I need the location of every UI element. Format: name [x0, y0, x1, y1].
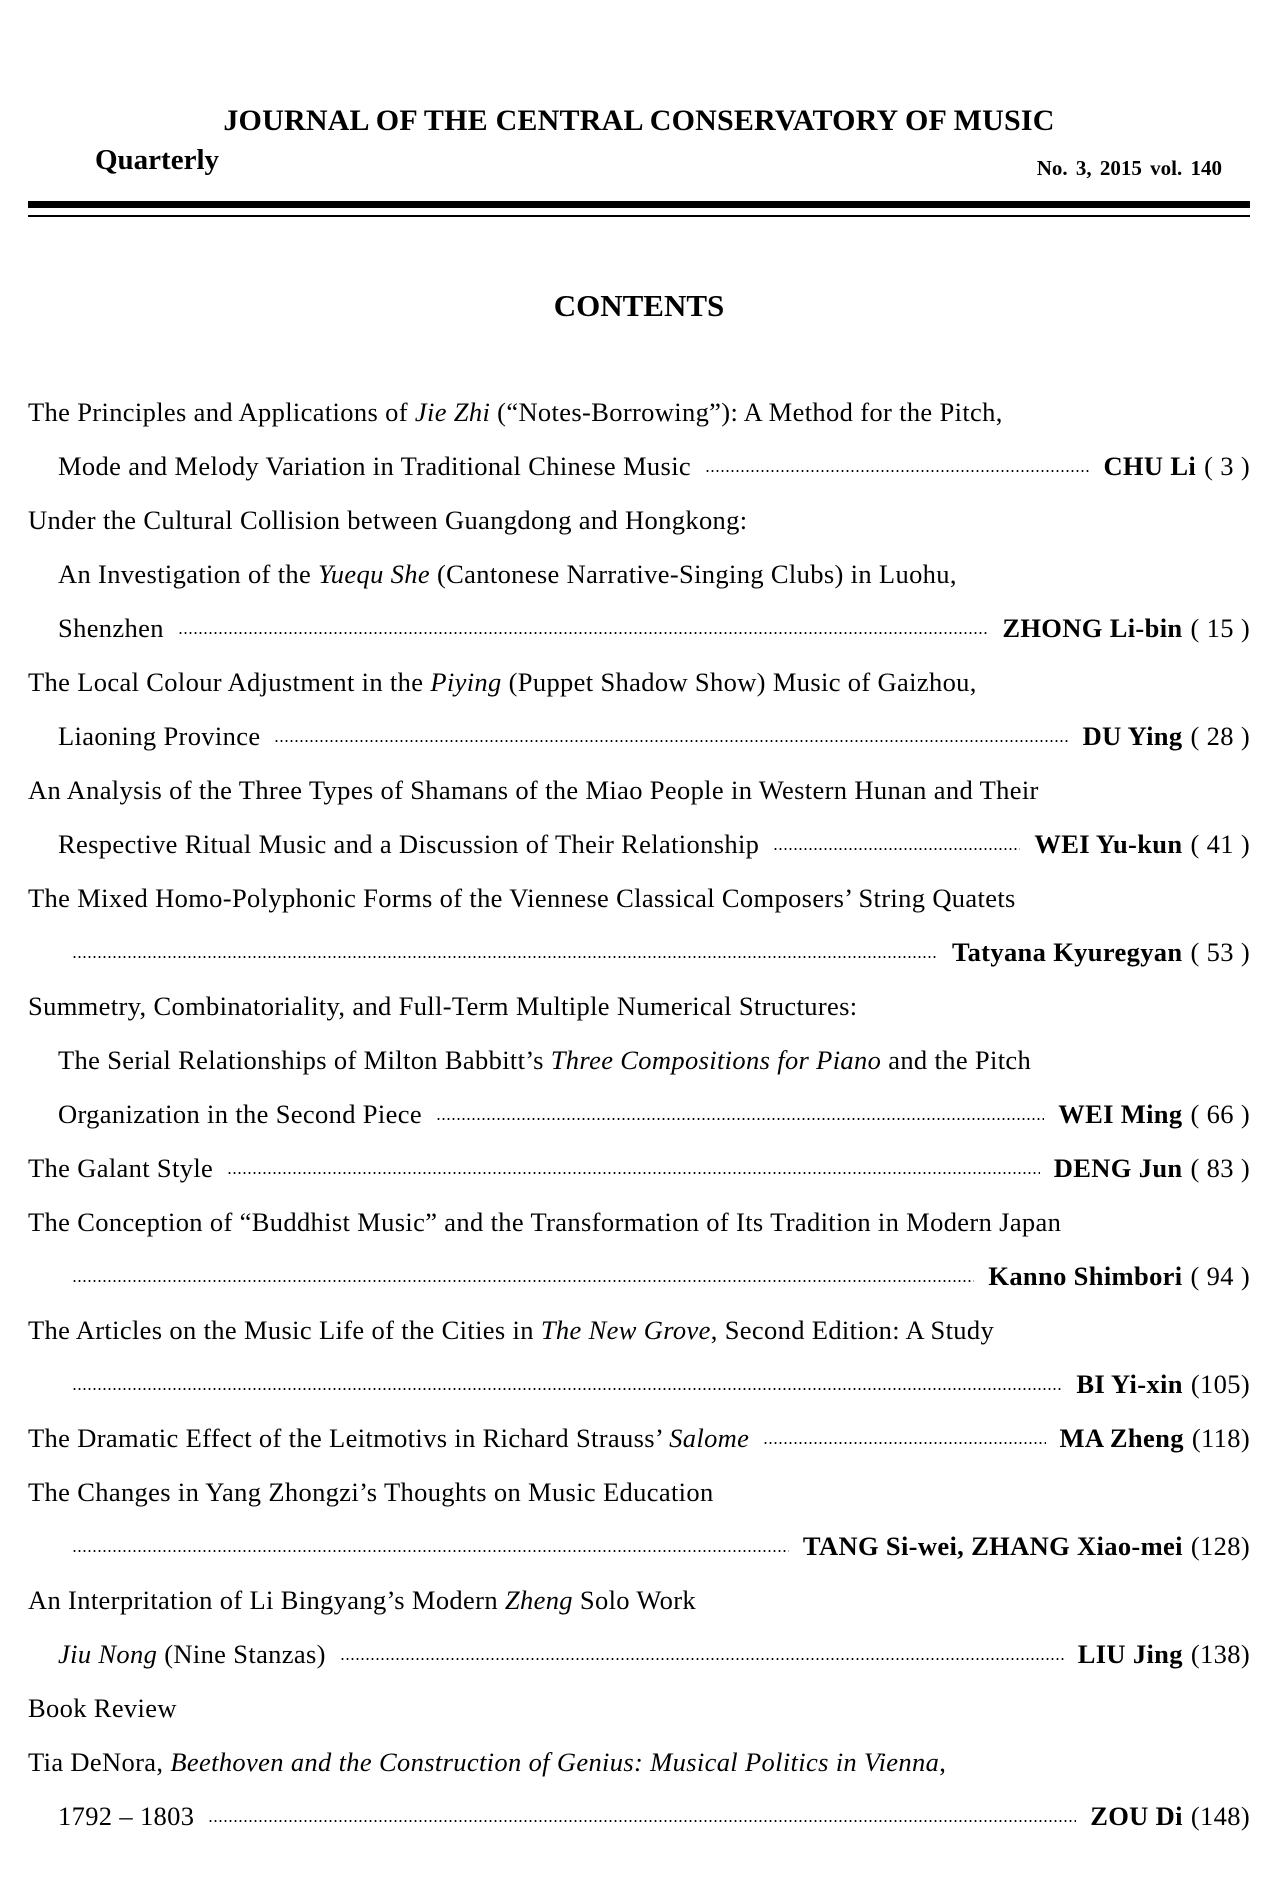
entry-author: DU Ying	[1082, 720, 1183, 751]
toc-entry-line	[58, 608, 1250, 648]
toc-entry-line	[58, 1094, 1250, 1134]
entry-title	[58, 613, 164, 644]
toc-title-line	[28, 392, 1250, 432]
entry-page-number: (138)	[1190, 1638, 1250, 1669]
journal-title: JOURNAL OF THE CENTRAL CONSERVATORY OF MUSIC	[223, 104, 1055, 137]
italic-title-segment: The New Grove	[540, 1314, 711, 1345]
toc-title-line	[28, 986, 1250, 1026]
entry-title	[28, 505, 747, 536]
entry-page-number: ( 3 )	[1204, 450, 1250, 481]
entry-author: LIU Jing	[1077, 1638, 1183, 1669]
toc-title-line	[28, 1202, 1250, 1242]
title-segment: Tia DeNora,	[28, 1746, 171, 1777]
title-segment: Solo Work	[572, 1584, 696, 1615]
toc-title-line	[58, 554, 1250, 594]
toc-title-line	[28, 1688, 1250, 1728]
toc-entry-line	[58, 446, 1250, 486]
dot-leader	[227, 1172, 1040, 1174]
toc-title-line	[28, 878, 1250, 918]
entry-page-number: ( 66 )	[1190, 1098, 1250, 1129]
entry-title	[28, 1477, 714, 1508]
title-segment: , Second Edition: A Study	[710, 1314, 995, 1345]
toc-title-line	[28, 1742, 1250, 1782]
entry-page-number: ( 83 )	[1190, 1152, 1250, 1183]
header-rule-thick	[28, 201, 1250, 208]
entry-title	[58, 829, 759, 860]
entry-author: TANG Si-wei, ZHANG Xiao-mei	[802, 1530, 1183, 1561]
italic-title-segment: Yuequ She	[318, 558, 430, 589]
toc-entry-line	[58, 932, 1250, 972]
dot-leader	[72, 1388, 1062, 1390]
toc-title-line	[28, 662, 1250, 702]
dot-leader	[178, 632, 988, 634]
dot-leader	[436, 1118, 1044, 1120]
contents-heading: CONTENTS	[553, 288, 725, 323]
entry-title	[28, 1747, 946, 1778]
entry-title	[28, 775, 1039, 806]
entry-title	[58, 1801, 194, 1832]
entry-page-number: ( 94 )	[1190, 1260, 1250, 1291]
title-segment: The Changes in Yang Zhongzi’s Thoughts on Music Education	[28, 1476, 714, 1507]
title-segment: The Mixed Homo-Polyphonic Forms of the Viennese Classical Composers’ String Quatets	[28, 882, 1016, 913]
toc-entry-line	[58, 1364, 1250, 1404]
toc-entry-line	[28, 1148, 1250, 1188]
dot-leader	[274, 740, 1068, 742]
title-segment: Mode and Melody Variation in Traditional Chinese Music	[58, 450, 692, 481]
toc-entry-line	[58, 1256, 1250, 1296]
dot-leader	[72, 1550, 789, 1552]
title-segment: (Nine Stanzas)	[157, 1638, 326, 1669]
entry-author: MA Zheng	[1059, 1422, 1184, 1453]
entry-title	[58, 451, 691, 482]
entry-author: WEI Ming	[1058, 1098, 1183, 1129]
title-segment: Respective Ritual Music and a Discussion of Their Relationship	[58, 828, 760, 859]
title-segment: (“Notes-Borrowing”): A Method for the Pitch,	[490, 396, 1003, 427]
entry-author: WEI Yu-kun	[1034, 828, 1183, 859]
entry-author: Tatyana Kyuregyan	[951, 936, 1183, 967]
toc-entry-line	[28, 1418, 1250, 1458]
title-segment: Book Review	[28, 1692, 177, 1723]
toc-entry-line	[58, 716, 1250, 756]
entry-title	[28, 1585, 696, 1616]
entry-author: DENG Jun	[1053, 1152, 1183, 1183]
title-segment: An Interpritation of Li Bingyang’s Modern	[28, 1584, 505, 1615]
toc-title-line	[28, 770, 1250, 810]
title-segment: Summetry, Combinatoriality, and Full-Term Multiple Numerical Structures:	[28, 990, 858, 1021]
title-segment: An Investigation of the	[58, 558, 319, 589]
title-segment: The Local Colour Adjustment in the	[28, 666, 431, 697]
entry-title	[58, 559, 957, 590]
toc-title-line	[28, 500, 1250, 540]
italic-title-segment: Three Compositions for Piano	[550, 1044, 882, 1075]
toc-title-line	[28, 1472, 1250, 1512]
entry-page-number: ( 53 )	[1190, 936, 1250, 967]
title-segment: The Conception of “Buddhist Music” and the Transformation of Its Tradition in Modern Japan	[28, 1206, 1062, 1237]
italic-title-segment: Jie Zhi	[414, 396, 491, 427]
entry-title	[28, 397, 1003, 428]
header-rule-thin	[28, 215, 1250, 217]
title-segment: ,	[939, 1746, 947, 1777]
entry-title	[28, 1315, 994, 1346]
entry-title	[28, 667, 977, 698]
toc-entry-line	[58, 1526, 1250, 1566]
italic-title-segment: Zheng	[504, 1584, 573, 1615]
toc-title-line	[58, 1040, 1250, 1080]
title-segment: and the Pitch	[881, 1044, 1032, 1075]
title-segment: (Puppet Shadow Show) Music of Gaizhou,	[501, 666, 977, 697]
title-segment: 1792 – 1803	[58, 1800, 195, 1831]
toc-title-line	[28, 1580, 1250, 1620]
entry-author: ZHONG Li-bin	[1002, 612, 1183, 643]
dot-leader	[72, 956, 938, 958]
title-segment: An Analysis of the Three Types of Shamans of the Miao People in Western Hunan and Their	[28, 774, 1039, 805]
entry-title	[28, 1423, 749, 1454]
entry-title	[28, 883, 1016, 914]
issue-info: No. 3, 2015 vol. 140	[1036, 156, 1222, 180]
entry-page-number: (148)	[1190, 1800, 1250, 1831]
entry-page-number: ( 15 )	[1190, 612, 1250, 643]
toc-entry-line	[58, 824, 1250, 864]
italic-title-segment: Piying	[430, 666, 502, 697]
toc-entry-line	[58, 1796, 1250, 1836]
title-segment: Liaoning Province	[58, 720, 261, 751]
title-segment: The Serial Relationships of Milton Babbitt’s	[58, 1044, 551, 1075]
entry-page-number: (128)	[1190, 1530, 1250, 1561]
entry-page-number: ( 41 )	[1190, 828, 1250, 859]
entry-title	[28, 991, 858, 1022]
dot-leader	[72, 1280, 974, 1282]
title-segment: The Dramatic Effect of the Leitmotivs in Richard Strauss’	[28, 1422, 670, 1453]
title-segment: The Principles and Applications of	[28, 396, 415, 427]
entry-title	[58, 1639, 326, 1670]
title-segment: Under the Cultural Collision between Guangdong and Hongkong:	[28, 504, 748, 535]
title-segment: Organization in the Second Piece	[58, 1098, 422, 1129]
entry-title	[28, 1693, 177, 1724]
entry-title	[58, 721, 260, 752]
entry-title	[28, 1153, 213, 1184]
toc-entry-line	[58, 1634, 1250, 1674]
title-segment: (Cantonese Narrative-Singing Clubs) in Luohu,	[429, 558, 957, 589]
italic-title-segment: Jiu Nong	[58, 1638, 158, 1669]
entry-author: ZOU Di	[1090, 1800, 1183, 1831]
toc-title-line	[28, 1310, 1250, 1350]
dot-leader	[208, 1820, 1076, 1822]
title-segment: The Articles on the Music Life of the Cities in	[28, 1314, 541, 1345]
title-segment: The Galant Style	[28, 1152, 214, 1183]
title-segment: Shenzhen	[58, 612, 164, 643]
entry-title	[28, 1207, 1061, 1238]
entry-page-number: ( 28 )	[1190, 720, 1250, 751]
entry-author: CHU Li	[1103, 450, 1197, 481]
journal-frequency: Quarterly	[95, 144, 220, 176]
dot-leader	[763, 1442, 1045, 1444]
italic-title-segment: Salome	[669, 1422, 750, 1453]
entry-author: BI Yi-xin	[1076, 1368, 1183, 1399]
dot-leader	[773, 848, 1020, 850]
entry-page-number: (118)	[1191, 1422, 1250, 1453]
dot-leader	[340, 1658, 1064, 1660]
italic-title-segment: Beethoven and the Construction of Genius: Musical Politics in Vienna	[170, 1746, 940, 1777]
entry-title	[58, 1099, 422, 1130]
dot-leader	[705, 470, 1089, 472]
entry-author: Kanno Shimbori	[988, 1260, 1183, 1291]
entry-title	[58, 1045, 1031, 1076]
entry-page-number: (105)	[1190, 1368, 1250, 1399]
